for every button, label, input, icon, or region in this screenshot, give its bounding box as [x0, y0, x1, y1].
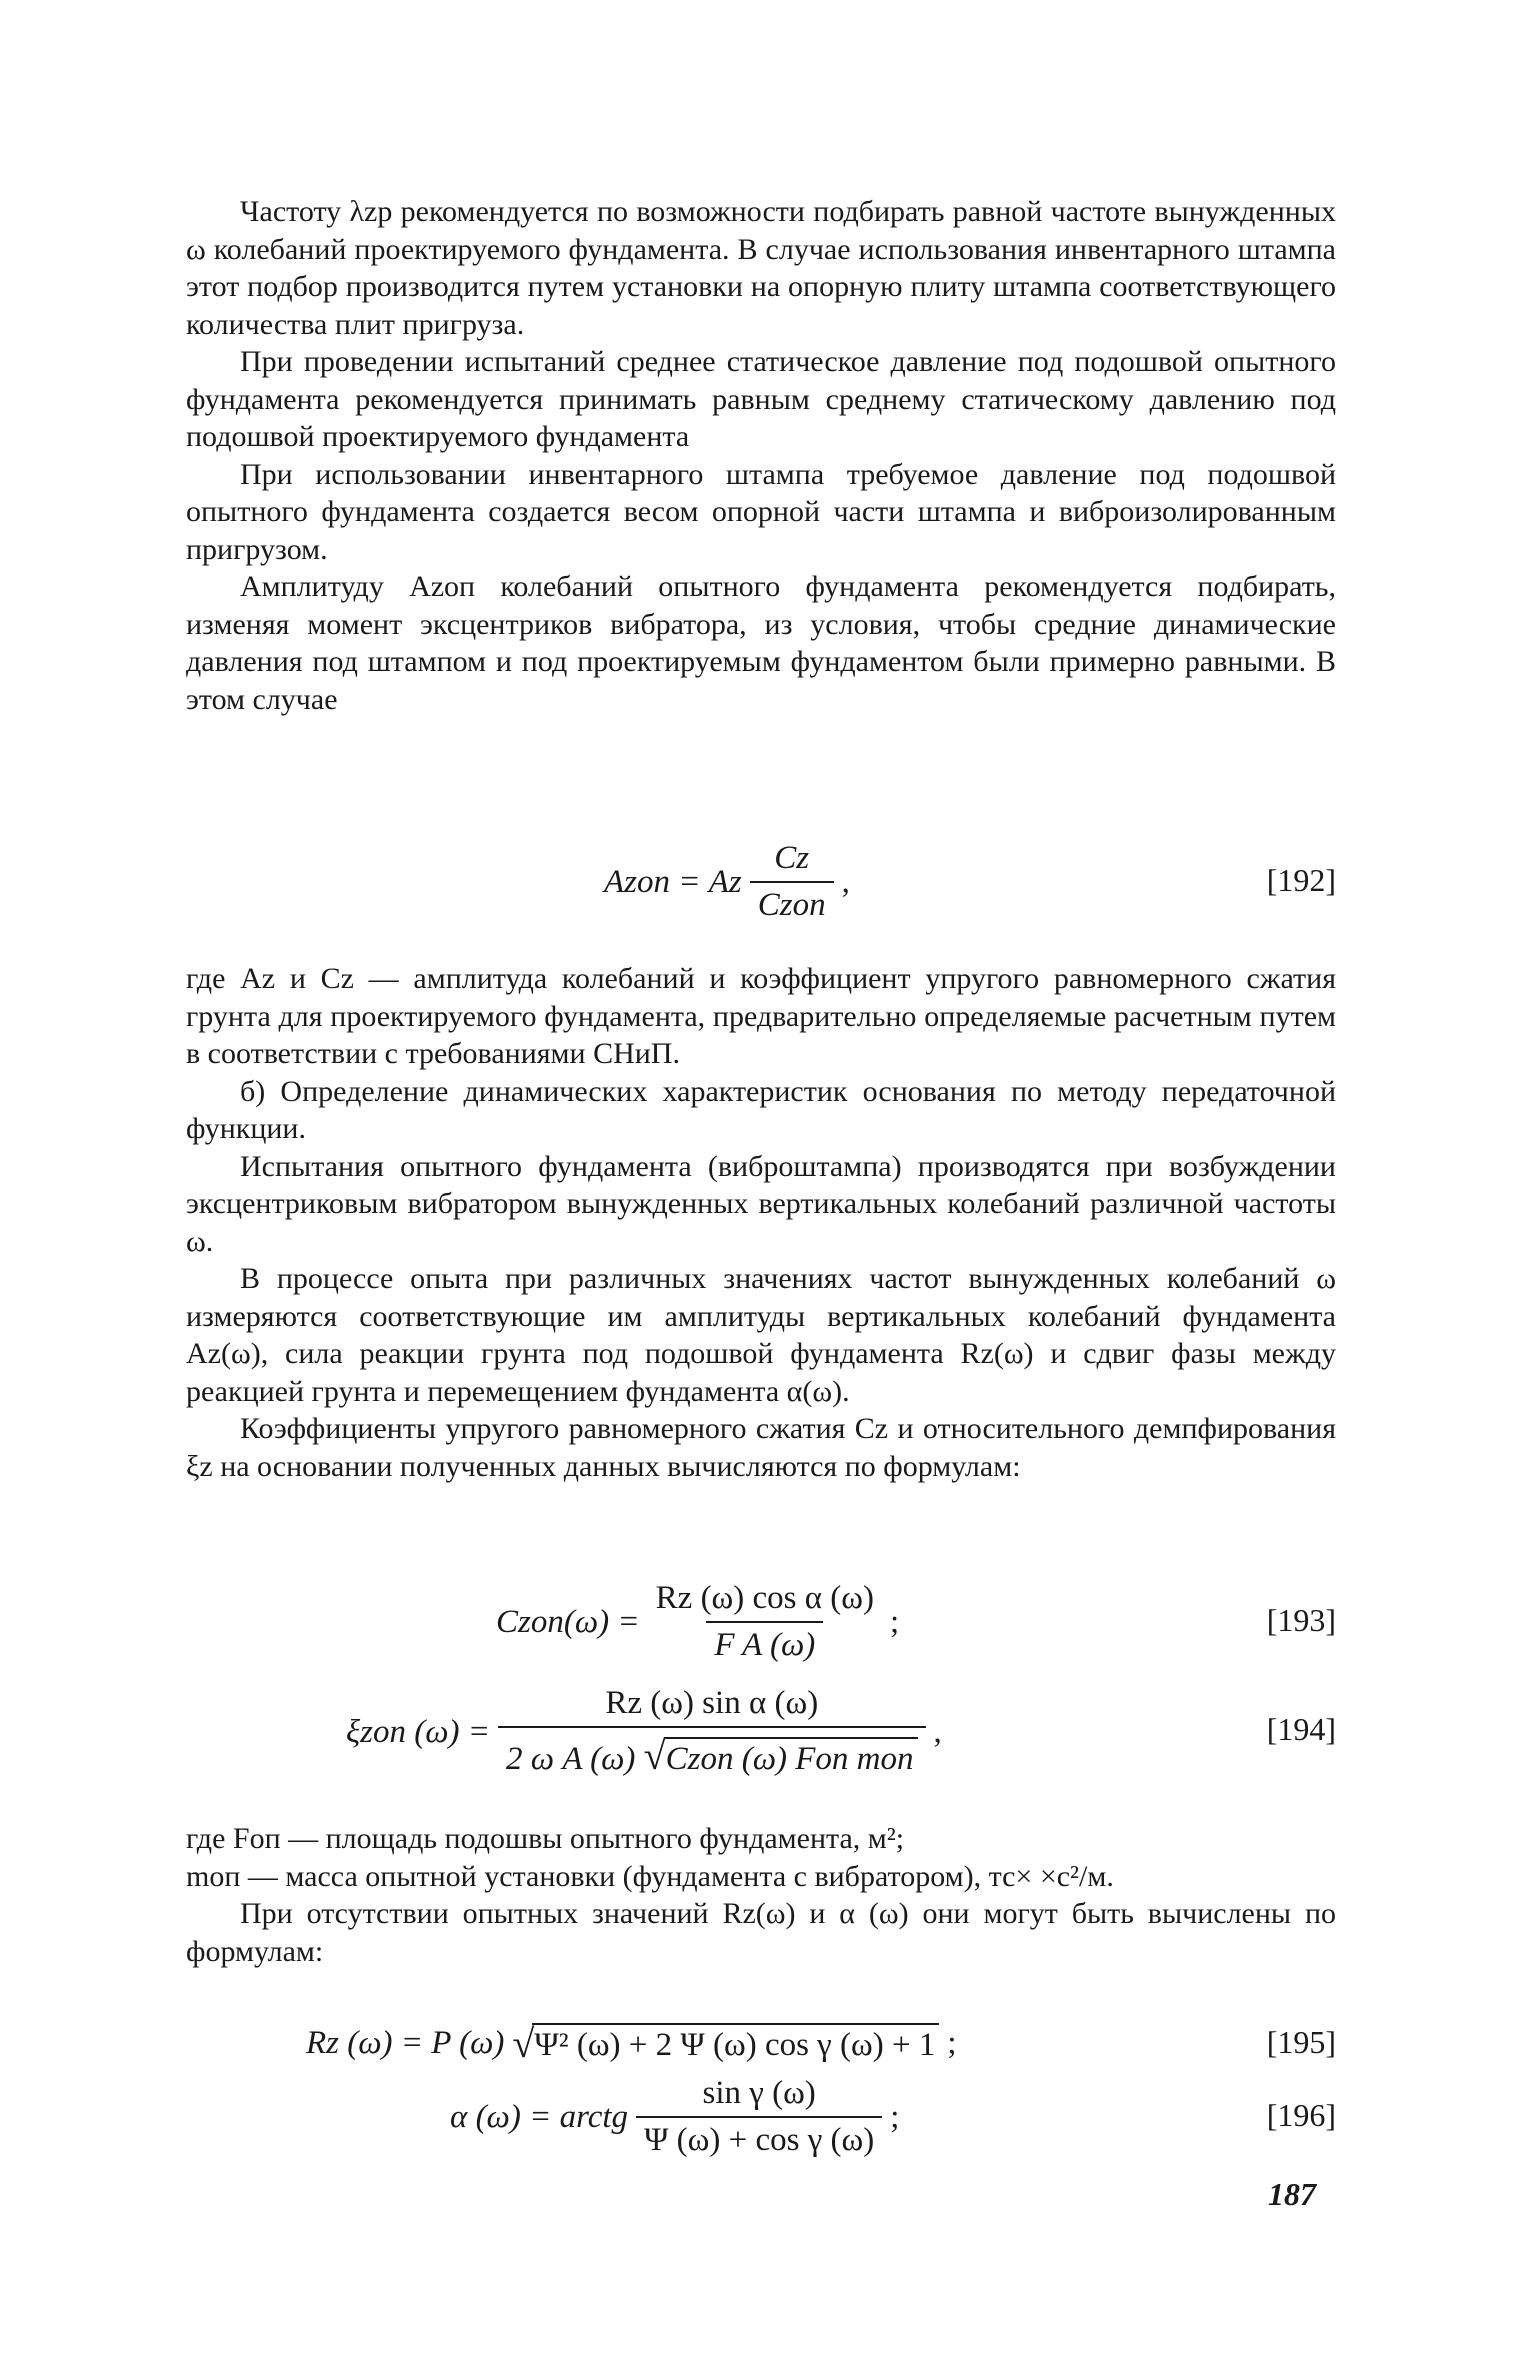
eq196-denominator: Ψ (ω) + cos γ (ω): [636, 2116, 882, 2159]
eq192-number: [192]: [1266, 862, 1336, 898]
eq193-numerator: Rz (ω) cos α (ω): [655, 1580, 874, 1616]
page-number: 187: [1268, 2176, 1316, 2212]
eq193-denominator: F A (ω): [706, 1621, 823, 1664]
equation-193: [186, 1580, 1336, 1670]
paragraph-6: б) Определение динамических характеристик основания по методу передаточной функции.: [186, 1074, 1336, 1145]
eq195-number: [195]: [1266, 2024, 1336, 2060]
equation-194: [186, 1685, 1336, 1795]
eq194-denominator-prefix: 2 ω A (ω): [506, 1741, 636, 1777]
text-block-bottom: [186, 1820, 1336, 1970]
eq196-numerator: sin γ (ω): [702, 2075, 816, 2111]
eq194-radicand: Czоп (ω) Fоп mоп: [664, 1737, 918, 1777]
eq192-denominator: Czоп: [750, 881, 834, 924]
eq192-numerator: Cz: [774, 840, 810, 876]
eq194-lhs: ξzоп (ω) =: [346, 1713, 491, 1750]
paragraph-9: Коэффициенты упругого равномерного сжатия Cz и относительного демпфирования ξz на основании полученных данных вычисляются по формулам:: [186, 1412, 1336, 1483]
paragraph-1: Частоту λzp рекомендуется по возможности подбирать равной частоте вынужденных ω колебаний проектируемого фундамента. В случае использования инвентарного штампа этот подбор производится путем установки на опорную плиту штампа соответствующего количества плит пригруза.: [186, 195, 1336, 341]
eq196-number: [196]: [1266, 2097, 1336, 2133]
paragraph-10: где Fоп — площадь подошвы опытного фундамента, м²;: [186, 1822, 905, 1855]
text-block-middle: [186, 960, 1336, 1485]
eq195-radicand: Ψ² (ω) + 2 Ψ (ω) cos γ (ω) + 1: [532, 2023, 939, 2064]
paragraph-7: Испытания опытного фундамента (виброштампа) производятся при возбуждении эксцентриковым вибратором вынужденных вертикальных колебаний различной частоты ω.: [186, 1149, 1336, 1258]
text-block-top: [186, 193, 1336, 718]
sqrt-icon: √: [512, 2021, 535, 2066]
sqrt-icon: √: [643, 1733, 666, 1778]
paragraph-5: где Az и Cz — амплитуда колебаний и коэффициент упругого равномерного сжатия грунта для проектируемого фундамента, предварительно определяемые расчетным путем в соответствии с требованиями СНиП.: [186, 962, 1336, 1070]
eq195-lhs: Rz (ω) = P (ω): [306, 2025, 505, 2061]
eq195-tail: ;: [947, 2025, 957, 2061]
eq192-lhs: Azоп = Az: [604, 863, 742, 900]
eq194-tail: ,: [933, 1713, 942, 1750]
eq193-number: [193]: [1266, 1602, 1336, 1638]
eq193-tail: ;: [890, 1603, 900, 1640]
paragraph-3: При использовании инвентарного штампа требуемое давление под подошвой опытного фундамента создается весом опорной части штампа и виброизолированным пригрузом.: [186, 457, 1336, 566]
paragraph-11: mоп — масса опытной установки (фундамента с вибратором), тс× ×с²/м.: [186, 1859, 1114, 1893]
equation-192: [186, 840, 1336, 930]
equation-195: [186, 2020, 1336, 2070]
equation-196: [186, 2075, 1336, 2165]
eq196-lhs: α (ω) = arctg: [450, 2098, 629, 2135]
paragraph-8: В процессе опыта при различных значениях частот вынужденных колебаний ω измеряются соответствующие им амплитуды вертикальных колебаний фундамента Az(ω), сила реакции грунта под подошвой фундамента Rz(ω) и сдвиг фазы между реакцией грунта и перемещением фундамента α(ω).: [186, 1262, 1336, 1408]
eq194-numerator: Rz (ω) sin α (ω): [605, 1685, 819, 1721]
paragraph-4: Амплитуду Azоп колебаний опытного фундамента рекомендуется подбирать, изменяя момент эксцентриков вибратора, из условия, чтобы средние динамические давления под штампом и под проектируемым фундаментом были примерно равными. В этом случае: [186, 570, 1336, 716]
paragraph-12: При отсутствии опытных значений Rz(ω) и α (ω) они могут быть вычислены по формулам:: [186, 1897, 1336, 1968]
eq193-lhs: Czоп(ω) =: [496, 1603, 640, 1640]
eq194-number: [194]: [1266, 1711, 1336, 1747]
eq196-tail: ;: [890, 2098, 900, 2135]
paragraph-2: При проведении испытаний среднее статическое давление под подошвой опытного фундамента рекомендуется принимать равным среднему статическому давлению под подошвой проектируемого фундамента: [186, 345, 1336, 453]
eq192-tail: ,: [841, 863, 850, 900]
